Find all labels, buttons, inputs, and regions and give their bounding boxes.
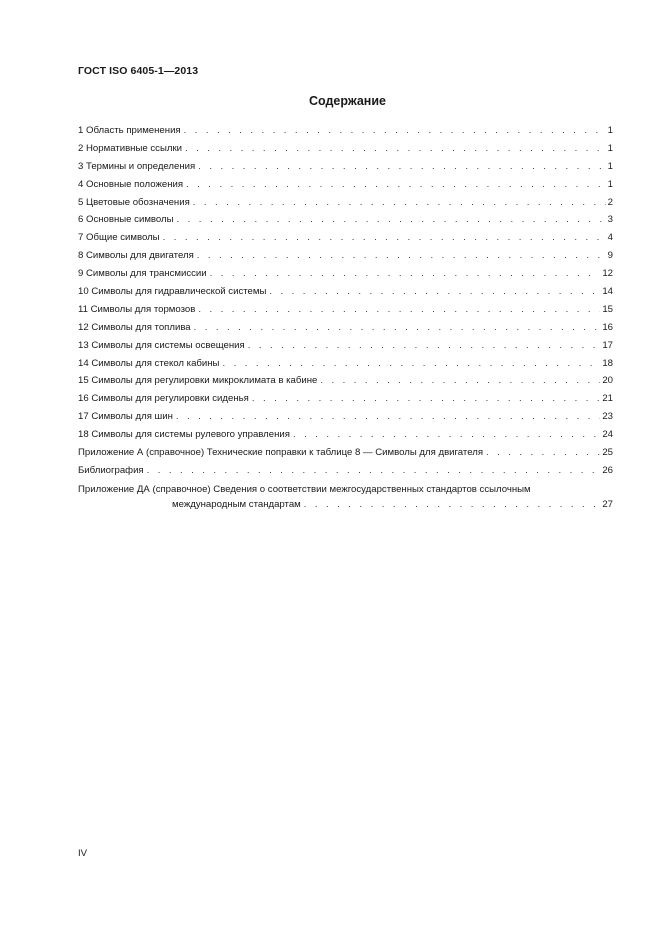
- toc-entry-text: 11 Символы для тормозов: [78, 303, 196, 315]
- toc-entry-text: 6 Основные символы: [78, 214, 174, 226]
- toc-entry-text: 2 Нормативные ссылки: [78, 142, 183, 154]
- toc-entry-text-line1: Приложение ДА (справочное) Сведения о соответствии межгосударственных стандартов ссылочным: [78, 483, 531, 495]
- toc-entry-page: 16: [602, 321, 613, 333]
- toc-entry-page: 25: [602, 447, 613, 459]
- toc-leader-dots: [207, 265, 601, 283]
- toc-entry[interactable]: [78, 158, 613, 176]
- table-of-contents: [78, 122, 613, 512]
- toc-entry-page: 1: [607, 142, 613, 154]
- toc-entry[interactable]: [78, 301, 613, 319]
- toc-entry-page: 27: [602, 498, 613, 510]
- toc-entry[interactable]: [78, 211, 613, 229]
- toc-entry[interactable]: [78, 408, 613, 426]
- toc-entry-text: 12 Символы для топлива: [78, 321, 191, 333]
- toc-leader-dots: [219, 355, 600, 373]
- toc-entry-page: 26: [602, 464, 613, 476]
- toc-entry-page: 9: [607, 250, 613, 262]
- toc-entry[interactable]: [78, 426, 613, 444]
- toc-entry-page: 4: [607, 232, 613, 244]
- toc-entry[interactable]: [78, 194, 613, 212]
- toc-entry[interactable]: [78, 444, 613, 462]
- toc-entry-text: 13 Символы для системы освещения: [78, 339, 245, 351]
- toc-leader-dots: [190, 194, 606, 212]
- toc-entry[interactable]: [78, 265, 613, 283]
- toc-leader-dots: [483, 444, 600, 462]
- toc-leader-dots: [195, 158, 605, 176]
- toc-entry-text: 1 Область применения: [78, 125, 181, 136]
- toc-entry-page: 1: [607, 125, 613, 136]
- toc-entry[interactable]: [78, 247, 613, 265]
- toc-entry-text: 17 Символы для шин: [78, 411, 173, 423]
- toc-leader-dots: [194, 247, 606, 265]
- toc-entry-text: Приложение А (справочное) Технические поправки к таблице 8 — Символы для двигателя: [78, 447, 484, 459]
- toc-entry-text: 8 Символы для двигателя: [78, 250, 194, 262]
- toc-entry[interactable]: [78, 390, 613, 408]
- toc-entry-page: 14: [602, 286, 613, 298]
- toc-entry-page: 1: [607, 160, 613, 172]
- toc-entry-text: 16 Символы для регулировки сиденья: [78, 393, 249, 405]
- page-title: Содержание: [308, 94, 386, 108]
- toc-entry[interactable]: [78, 372, 613, 390]
- toc-entry[interactable]: [78, 337, 613, 355]
- toc-entry-text: 9 Символы для трансмиссии: [78, 268, 207, 280]
- toc-entry[interactable]: [78, 122, 613, 140]
- toc-leader-dots: [249, 390, 600, 408]
- toc-entry-text: Библиография: [78, 464, 144, 476]
- toc-entry-text: 18 Символы для системы рулевого управления: [78, 429, 290, 441]
- toc-entry[interactable]: [78, 176, 613, 194]
- toc-leader-dots: [174, 211, 606, 229]
- toc-entry-page: 23: [602, 411, 613, 423]
- toc-entry[interactable]: [78, 319, 613, 337]
- toc-entry-page: 1: [607, 178, 613, 190]
- toc-entry[interactable]: [78, 355, 613, 373]
- toc-leader-dots: [195, 301, 600, 319]
- toc-entry-appendix-da[interactable]: [78, 480, 613, 512]
- toc-entry[interactable]: [78, 462, 613, 480]
- toc-entry-text: 4 Основные положения: [78, 178, 184, 190]
- toc-entry-page: 18: [602, 357, 613, 369]
- toc-leader-dots: [144, 462, 601, 480]
- toc-leader-dots: [191, 319, 601, 337]
- toc-leader-dots: [183, 176, 606, 194]
- toc-entry-page: 20: [602, 375, 613, 387]
- toc-entry-text-line2: международным стандартам: [172, 498, 301, 510]
- toc-leader-dots: [301, 497, 601, 512]
- toc-entry-page: 21: [602, 393, 613, 405]
- toc-list: [78, 122, 613, 480]
- toc-entry-page: 2: [607, 196, 613, 208]
- toc-entry[interactable]: [78, 229, 613, 247]
- toc-leader-dots: [181, 122, 606, 140]
- toc-leader-dots: [160, 229, 606, 247]
- toc-entry-text: 7 Общие символы: [78, 232, 160, 244]
- document-code: ГОСТ ISO 6405-1—2013: [78, 65, 199, 77]
- toc-leader-dots: [317, 372, 600, 390]
- toc-leader-dots: [245, 337, 601, 355]
- page-number: IV: [78, 848, 88, 859]
- toc-entry[interactable]: [78, 283, 613, 301]
- toc-entry-text: 10 Символы для гидравлической системы: [78, 286, 267, 298]
- toc-entry-text: 15 Символы для регулировки микроклимата в кабине: [78, 375, 318, 387]
- toc-entry-text: 5 Цветовые обозначения: [78, 196, 190, 208]
- toc-entry-page: 24: [602, 429, 613, 441]
- toc-entry[interactable]: [78, 140, 613, 158]
- toc-entry-page: 12: [602, 268, 613, 280]
- toc-entry-page: 17: [602, 339, 613, 351]
- toc-entry-page: 3: [607, 214, 613, 226]
- toc-entry-text: 14 Символы для стекол кабины: [78, 357, 220, 369]
- toc-entry-page: 15: [602, 303, 613, 315]
- toc-leader-dots: [290, 426, 600, 444]
- toc-leader-dots: [173, 408, 600, 426]
- toc-leader-dots: [182, 140, 606, 158]
- toc-entry-text: 3 Термины и определения: [78, 160, 196, 172]
- toc-entry-line2: [78, 497, 613, 512]
- toc-leader-dots: [266, 283, 600, 301]
